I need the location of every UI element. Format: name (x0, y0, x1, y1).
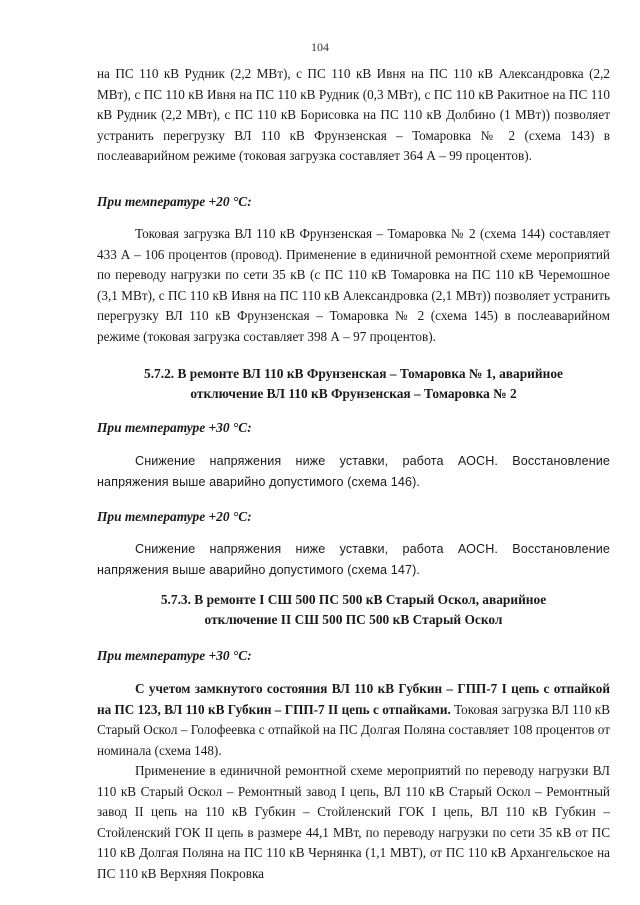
paragraph-2 (97, 224, 610, 348)
section-heading-5-7-2-line-2: отключение ВЛ 110 кВ Фрунзенская – Томаровка № 2 (190, 386, 517, 401)
paragraph-1-text: на ПС 110 кВ Рудник (2,2 МВт), с ПС 110 кВ Ивня на ПС 110 кВ Александровка (2,2 МВт), с ПС 110 кВ Ивня на ПС 110 кВ Рудник (0,3 МВт), с ПС 110 кВ Ракитное на ПС 110 кВ Рудник (2,2 МВт), с ПС 110 кВ Борисовка на ПС 110 кВ Долбино (1 МВт)) позволяет устранить перегрузку ВЛ 110 кВ Фрунзенская – Томаровка № 2 (схема 143) в послеаварийном режиме (токовая загрузка составляет 364 А – 99 процентов). (97, 66, 610, 164)
section-heading-5-7-2-line-1: 5.7.2. В ремонте ВЛ 110 кВ Фрунзенская – Томаровка № 1, аварийное (144, 366, 563, 381)
paragraph-1 (97, 64, 610, 167)
temperature-heading-30-a: При температуре +30 °С: (97, 420, 252, 435)
paragraph-5-rest: Токовая загрузка ВЛ 110 кВ Старый Оскол – Голофеевка с отпайкой на ПС Долгая Поляна составляет 108 процентов от номинала (схема 148). (97, 701, 610, 758)
paragraph-5-bold-lead: С учетом замкнутого состояния ВЛ 110 кВ Губкин – ГПП-7 I цепь с отпайкой на ПС 123, ВЛ 110 кВ Губкин – ГПП-7 II цепь с отпайками. (97, 681, 610, 717)
paragraph-2-text: Токовая загрузка ВЛ 110 кВ Фрунзенская – Томаровка № 2 (схема 144) составляет 433 А – 106 процентов (провод). Применение в единичной ремонтной схеме мероприятий по переводу нагрузки по сети 35 кВ (с ПС 110 кВ Томаровка на ПС 110 кВ Черемошное (3,1 МВт), с ПС 110 кВ Ивня на ПС 110 кВ Александровка (2,1 МВт)) позволяет устранить перегрузку ВЛ 110 кВ Фрунзенская – Томаровка № 2 (схема 145) в послеаварийном режиме (токовая загрузка составляет 398 А – 97 процентов). (97, 226, 610, 344)
section-heading-5-7-3 (97, 590, 610, 630)
paragraph-5-text (97, 679, 610, 761)
section-heading-5-7-2 (97, 364, 610, 404)
temperature-heading-20-b: При температуре +20 °С: (97, 509, 252, 524)
paragraph-6-text: Применение в единичной ремонтной схеме мероприятий по переводу нагрузки ВЛ 110 кВ Старый Оскол – Ремонтный завод I цепь, ВЛ 110 кВ Старый Оскол – Ремонтный завод II цепь на 110 кВ Губкин – Стойленский ГОК I цепь, ВЛ 110 кВ Губкин – Стойленский ГОК II цепь в размере 44,1 МВт, по переводу нагрузки по сети 35 кВ от ПС 110 кВ Долгая Поляна на ПС 110 кВ Чернянка (1,1 МВТ), от ПС 110 кВ Архангельское на ПС 110 кВ Верхняя Покровка (97, 763, 610, 881)
paragraph-5 (97, 679, 610, 761)
paragraph-4-text: Снижение напряжения ниже уставки, работа АОСН. Восстановление напряжения выше аварийно допустимого (схема 147). (97, 542, 610, 577)
paragraph-3 (97, 451, 610, 492)
paragraph-4 (97, 539, 610, 580)
temperature-heading-20-a: При температуре +20 °С: (97, 194, 252, 209)
section-heading-5-7-3-line-2: отключение II СШ 500 ПС 500 кВ Старый Оскол (204, 612, 503, 627)
paragraph-6 (97, 761, 610, 885)
section-heading-5-7-3-line-1: 5.7.3. В ремонте I СШ 500 ПС 500 кВ Старый Оскол, аварийное (160, 592, 547, 607)
page-number: 104 (311, 40, 329, 54)
paragraph-3-text: Снижение напряжения ниже уставки, работа АОСН. Восстановление напряжения выше аварийно допустимого (схема 146). (97, 454, 610, 489)
temperature-heading-30-b: При температуре +30 °С: (97, 648, 252, 663)
